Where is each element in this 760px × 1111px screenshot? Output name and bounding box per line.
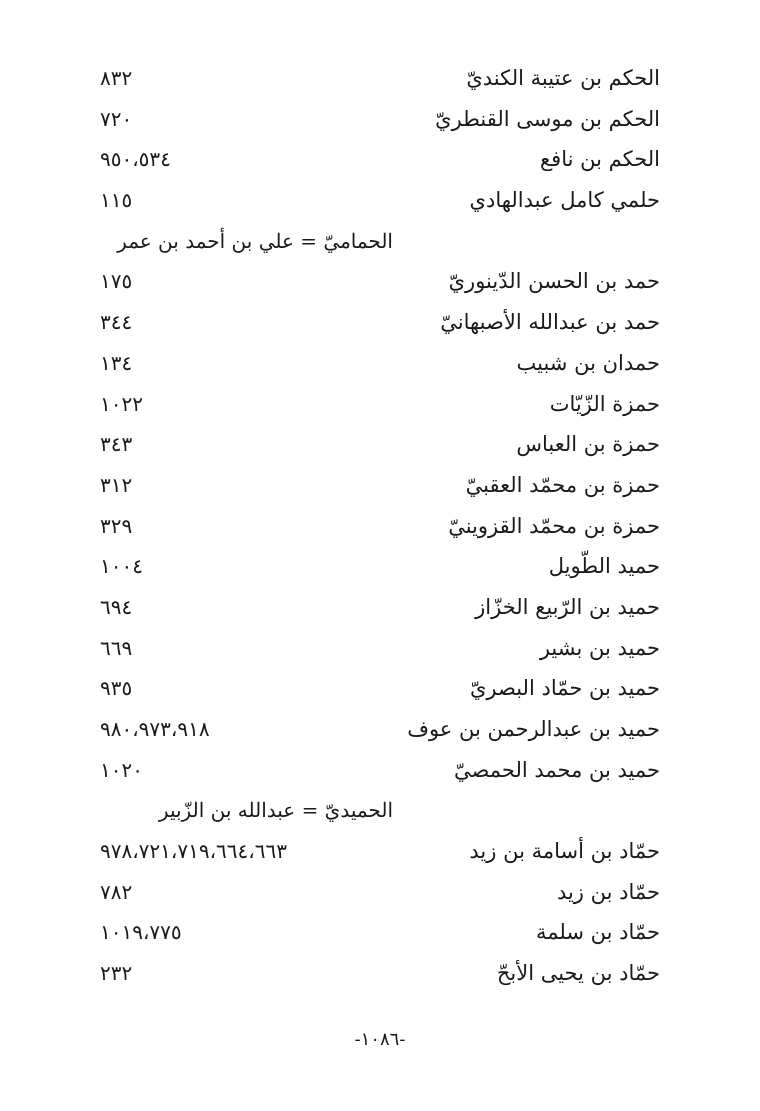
index-entry (90, 98, 670, 139)
entry-name: حمّاد بن أسامة بن زيد (469, 839, 660, 864)
entry-name: حميد الطّويل (548, 554, 660, 579)
index-entry (90, 179, 670, 220)
index-entry (90, 871, 670, 912)
entry-name: الحكم بن موسى القنطريّ (435, 106, 660, 131)
index-entry (90, 301, 670, 342)
entry-name: حمدان بن شبيب (516, 350, 660, 375)
entry-name: حميد بن عبدالرحمن بن عوف (407, 717, 660, 741)
entry-pages: ٧٢٠ (100, 106, 133, 131)
entry-name: حمزة بن العباس (516, 432, 660, 457)
index-entry (90, 830, 670, 871)
entry-pages: ٩٣٥ (100, 676, 133, 701)
entry-name: الحكم بن عتيبة الكنديّ (466, 66, 660, 90)
entry-pages: ١١٥ (100, 188, 133, 213)
page-number: -١٠٨٦- (354, 1029, 406, 1050)
entry-name: حميد بن بشير (539, 635, 660, 660)
entry-name: حمد بن عبدالله الأصبهانيّ (440, 310, 660, 335)
index-entry (90, 911, 670, 952)
entry-pages: ٩٧٨،٧٢١،٧١٩،٦٦٤،٦٦٣ (100, 839, 287, 864)
entry-pages: ٢٣٢ (100, 961, 133, 986)
index-entry (90, 627, 670, 668)
index-entry (90, 505, 670, 546)
entry-name: الحكم بن نافع (539, 147, 660, 172)
index-entry (90, 342, 670, 383)
entry-pages: ٩٨٠،٩٧٣،٩١٨ (100, 717, 210, 741)
entry-pages: ١٠١٩،٧٧٥ (100, 920, 182, 945)
index-cross-reference (90, 789, 670, 830)
entry-pages: ٦٩٤ (100, 594, 133, 619)
entry-pages: ٧٨٢ (100, 879, 133, 904)
index-entry (90, 708, 670, 749)
entry-pages: ٨٣٢ (100, 66, 133, 90)
entry-pages: ١٧٥ (100, 269, 133, 294)
index-entry (90, 586, 670, 627)
index-entry (90, 138, 670, 179)
entry-pages: ٦٦٩ (100, 635, 133, 660)
index-entry (90, 667, 670, 708)
entry-pages: ١٠٢٢ (100, 391, 143, 416)
entry-name: حمّاد بن سلمة (535, 920, 660, 945)
index-entry (90, 423, 670, 464)
index-entry (90, 952, 670, 993)
entry-pages: ٣٢٩ (100, 513, 133, 538)
entry-name: حمزة بن محمّد القزوينيّ (448, 513, 660, 538)
entry-name: حميد بن حمّاد البصريّ (469, 676, 660, 701)
entry-name: حلمي كامل عبدالهادي (469, 188, 660, 213)
entry-pages: ٣١٢ (100, 472, 133, 497)
entry-name: حميد بن الرّبيع الخزّاز (475, 594, 660, 619)
index-list (90, 57, 670, 993)
index-entry (90, 464, 670, 505)
entry-name: حميد بن محمد الحمصيّ (454, 757, 660, 782)
index-entry (90, 260, 670, 301)
entry-name: حمّاد بن زيد (556, 879, 660, 904)
entry-name: حمد بن الحسن الدّينوريّ (448, 269, 660, 294)
index-entry (90, 749, 670, 790)
index-entry (90, 383, 670, 424)
entry-name: الحماميّ = علي بن أحمد بن عمر (117, 228, 393, 253)
index-cross-reference (90, 220, 670, 261)
entry-name: الحميديّ = عبدالله بن الزّبير (158, 798, 393, 823)
entry-name: حمزة بن محمّد العقبيّ (465, 472, 660, 497)
entry-pages: ١٣٤ (100, 350, 133, 375)
index-entry (90, 545, 670, 586)
index-entry (90, 57, 670, 98)
entry-pages: ١٠٢٠ (100, 757, 143, 782)
entry-pages: ١٠٠٤ (100, 554, 143, 579)
entry-pages: ٣٤٤ (100, 310, 133, 335)
entry-pages: ٩٥٠،٥٣٤ (100, 147, 171, 172)
entry-name: حمّاد بن يحيى الأبحّ (496, 961, 660, 986)
entry-name: حمزة الزّيّات (549, 391, 660, 416)
entry-pages: ٣٤٣ (100, 432, 133, 457)
